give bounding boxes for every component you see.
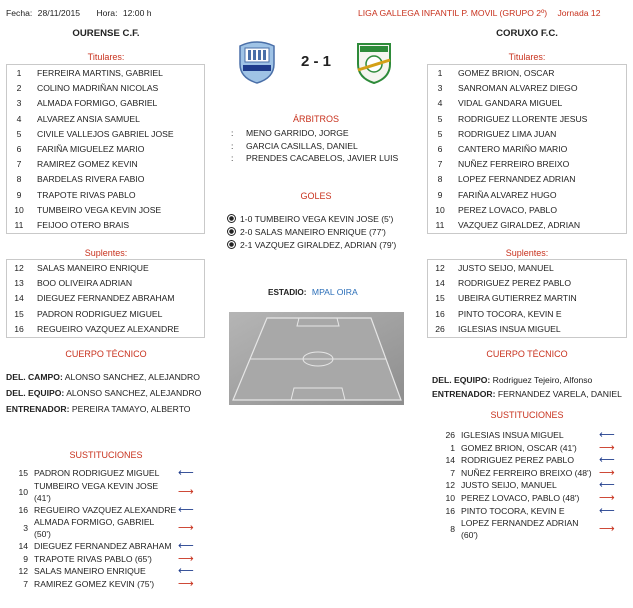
player-number: 10 [435,204,445,215]
player-row[interactable] [428,127,626,142]
date-value: 28/11/2015 [37,8,81,18]
player-name[interactable]: VAZQUEZ GIRALDEZ, ADRIAN [458,219,581,230]
player-name[interactable] [34,553,152,565]
player-name[interactable]: CIVILE VALLEJOS GABRIEL JOSE [37,128,174,139]
arrow-left-icon: ⟵ [599,454,615,467]
player-row[interactable] [7,203,204,218]
substitution-row [433,454,623,467]
player-name[interactable] [461,454,574,466]
player-number: 16 [14,323,24,334]
substitution-row [0,504,200,517]
player-number: 7 [16,159,22,170]
arrow-left-icon: ⟵ [178,503,194,516]
staff-name: Rodriguez Tejeiro, Alfonso [492,375,593,385]
away-crest-icon[interactable] [352,38,396,84]
goal-row [227,213,417,226]
player-name-text: DIEGUEZ FERNANDEZ ABRAHAM [34,541,172,552]
player-row[interactable] [428,218,626,233]
player-row[interactable] [428,81,626,96]
player-row[interactable] [7,261,204,276]
player-row[interactable] [428,291,626,306]
arrow-right-icon: ⟶ [178,522,194,535]
player-number: 4 [437,98,443,109]
sub-minute: (50') [34,529,51,540]
player-name[interactable]: ALMADA FORMIGO, GABRIEL [37,98,158,109]
player-name-text: SALAS MANEIRO ENRIQUE [34,566,146,577]
arrow-right-icon: ⟶ [178,552,194,565]
player-row[interactable] [7,81,204,96]
player-name-text: PADRON RODRIGUEZ MIGUEL [34,468,160,478]
player-name-text: TUMBEIRO VEGA KEVIN JOSE [34,480,159,491]
arrow-left-icon: ⟵ [178,565,194,578]
substitution-row [433,467,623,480]
player-row[interactable] [428,188,626,203]
player-name[interactable]: PADRON RODRIGUEZ MIGUEL [37,308,163,319]
player-number: 16 [445,505,455,516]
football-icon [227,214,236,223]
player-number: 10 [14,204,24,215]
referee-name: MENO GARRIDO, JORGE [246,128,349,138]
staff-role: DEL. CAMPO: [6,372,63,382]
player-number: 14 [435,278,445,289]
staff-role: ENTRENADOR: [6,404,70,414]
player-name[interactable]: SANROMAN ALVAREZ DIEGO [458,83,578,94]
player-name[interactable]: NUÑEZ FERREIRO BREIXO [458,159,570,170]
referee-name: GARCIA CASILLAS, DANIEL [246,140,358,151]
referees-title: ÁRBITROS [292,114,339,124]
away-starters-list [427,64,627,234]
away-staff-title: CUERPO TÉCNICO [486,349,568,359]
player-name[interactable]: FEIJOO OTERO BRAIS [37,219,130,230]
bullet-colon: : [231,128,234,138]
player-name[interactable]: BARDELAS RIVERA FABIO [37,174,145,185]
time-label: Hora: [96,8,118,18]
player-number: 4 [16,113,22,124]
referee-row [231,140,411,153]
player-number: 15 [18,468,28,478]
substitution-row [433,517,623,541]
date-label: Fecha: [6,8,33,18]
player-number: 12 [445,480,455,491]
home-team-name[interactable]: OURENSE C.F. [72,28,140,39]
goal-text: 1-0 TUMBEIRO VEGA KEVIN JOSE (5') [240,214,394,224]
player-row[interactable] [428,276,626,291]
player-name[interactable]: VIDAL GANDARA MIGUEL [458,98,563,109]
player-row[interactable] [428,307,626,322]
player-number: 5 [437,128,443,139]
staff-member [432,387,632,401]
player-number: 1 [450,442,455,453]
player-name[interactable]: GOMEZ BRION, OSCAR [458,68,555,78]
player-name[interactable]: TRAPOTE RIVAS PABLO [37,189,136,200]
substitution-row [0,578,200,591]
arrow-right-icon: ⟶ [599,491,615,504]
player-number: 3 [437,83,443,94]
player-row[interactable] [7,157,204,172]
player-row[interactable] [428,112,626,127]
player-name[interactable]: BOO OLIVEIRA ADRIAN [37,278,133,289]
player-number: 8 [437,174,443,185]
goal-row [227,226,417,239]
player-number: 7 [437,159,443,170]
home-staff [6,372,206,420]
player-name[interactable]: UBEIRA GUTIERREZ MARTIN [458,293,577,304]
player-name[interactable]: IGLESIAS INSUA MIGUEL [458,323,561,334]
player-number: 15 [14,308,24,319]
player-number: 10 [445,492,455,503]
player-name-text: PINTO TOCORA, KEVIN E [461,505,565,516]
sub-minute: (41') [34,492,51,503]
staff-member [432,373,632,387]
player-number: 16 [18,504,28,515]
player-name[interactable]: FARIÑA ALVAREZ HUGO [458,189,557,200]
player-number: 10 [18,486,28,497]
player-name[interactable]: REGUEIRO VAZQUEZ ALEXANDRE [37,323,180,334]
bullet-colon: : [231,153,234,163]
substitution-row [0,540,200,553]
stadium-label: ESTADIO: [268,288,307,297]
player-number: 1 [16,68,22,78]
goal-row [227,239,417,252]
player-number: 3 [16,98,22,109]
player-name-text: RODRIGUEZ PEREZ PABLO [461,455,575,466]
player-name[interactable]: PINTO TOCORA, KEVIN E [458,308,562,319]
sub-minute: (60') [461,530,478,541]
player-number: 1 [437,68,443,78]
player-name-text: RAMIREZ GOMEZ KEVIN (75') [34,578,155,589]
arrow-left-icon: ⟵ [178,540,194,553]
away-team-name[interactable]: CORUXO F.C. [496,28,558,39]
staff-name: PEREIRA TAMAYO, ALBERTO [71,404,191,414]
player-number: 6 [437,143,443,154]
arrow-right-icon: ⟶ [599,466,615,479]
player-row[interactable] [7,66,204,81]
substitution-row [433,429,623,442]
arrow-right-icon: ⟶ [178,577,194,590]
player-name[interactable]: ALVAREZ ANSIA SAMUEL [37,113,140,124]
substitution-row [0,553,200,566]
player-name[interactable] [34,540,172,552]
player-name[interactable]: TUMBEIRO VEGA KEVIN JOSE [37,204,162,215]
player-name[interactable]: RAMIREZ GOMEZ KEVIN [37,159,138,170]
player-row[interactable] [7,172,204,187]
player-name[interactable]: SALAS MANEIRO ENRIQUE [37,263,149,273]
player-row[interactable] [7,127,204,142]
player-row[interactable] [428,203,626,218]
player-name[interactable]: FERREIRA MARTINS, GABRIEL [37,68,163,78]
staff-role: DEL. EQUIPO: [6,388,65,398]
goals-title: GOLES [300,191,332,201]
player-row[interactable] [428,142,626,157]
player-number: 9 [23,553,28,564]
home-substitutions [0,467,200,591]
player-name-text: REGUEIRO VAZQUEZ ALEXANDRE [34,504,177,515]
home-crest-icon[interactable] [237,38,277,84]
player-number: 14 [18,541,28,552]
player-row[interactable] [428,96,626,111]
player-number: 5 [437,113,443,124]
player-name-text: NUÑEZ FERREIRO BREIXO (48') [461,467,592,478]
player-name[interactable] [461,467,592,479]
referee-row [231,127,411,140]
staff-member [6,372,206,383]
matchday: Jornada 12 [557,8,601,18]
player-number: 2 [16,83,22,94]
substitution-row [433,505,623,518]
player-number: 5 [16,128,22,139]
player-name[interactable] [461,517,578,541]
player-row[interactable] [7,276,204,291]
player-name[interactable] [34,565,146,577]
substitution-row [0,565,200,578]
referee-name: PRENDES CACABELOS, JAVIER LUIS [246,153,399,163]
home-starters-title: Titulares: [87,52,125,62]
player-row[interactable] [7,307,204,322]
player-name[interactable] [34,467,159,479]
player-number: 7 [450,467,455,478]
away-subs-title: Suplentes: [505,248,549,258]
player-name[interactable]: COLINO MADRIÑAN NICOLAS [37,83,159,94]
referee-row [231,152,411,165]
arrow-right-icon: ⟶ [599,523,615,536]
staff-name: FERNANDEZ VARELA, DANIEL [497,389,622,399]
substitution-row [0,467,200,480]
away-staff [432,373,632,401]
player-row[interactable] [7,218,204,233]
player-name-text: JUSTO SEIJO, MANUEL [461,480,557,491]
player-name[interactable] [461,429,564,441]
arrow-right-icon: ⟶ [599,441,615,454]
referees-list [231,127,411,165]
player-number: 12 [14,263,24,273]
player-number: 13 [14,278,24,289]
player-row[interactable] [7,188,204,203]
player-number: 26 [445,430,455,440]
arrow-left-icon: ⟵ [599,479,615,492]
player-row[interactable] [428,172,626,187]
player-row[interactable] [7,291,204,306]
staff-role: ENTRENADOR: [432,389,496,399]
player-name-text: IGLESIAS INSUA MIGUEL [461,430,564,440]
player-name-text: TRAPOTE RIVAS PABLO (65') [34,553,152,564]
match-score: 2 - 1 [300,53,331,70]
goals-list [227,213,417,252]
player-name[interactable] [34,480,158,504]
player-row[interactable] [7,112,204,127]
player-name-text: GOMEZ BRION, OSCAR (41') [461,442,577,453]
player-name[interactable]: RODRIGUEZ LIMA JUAN [458,128,557,139]
away-starters-title: Titulares: [508,52,546,62]
player-name[interactable] [461,505,565,517]
football-icon [227,227,236,236]
player-number: 9 [437,189,443,200]
player-number: 8 [450,524,455,535]
arrow-left-icon: ⟵ [599,504,615,517]
bullet-colon: : [231,140,234,151]
substitution-row [0,516,200,540]
player-number: 14 [14,293,24,304]
player-name[interactable]: FARIÑA MIGUELEZ MARIO [37,143,145,154]
player-number: 11 [14,219,24,230]
arrow-left-icon: ⟵ [178,467,194,479]
player-number: 12 [18,566,28,577]
stadium-info [268,287,358,297]
player-number: 9 [16,189,22,200]
player-number: 16 [435,308,445,319]
league-name: LIGA GALLEGA INFANTIL P. MOVIL (GRUPO 2º) [358,8,548,18]
player-name-text: ALMADA FORMIGO, GABRIEL [34,517,155,528]
substitution-row [433,442,623,455]
player-number: 6 [16,143,22,154]
player-name[interactable] [34,516,154,540]
player-name-text: LOPEZ FERNANDEZ ADRIAN [461,518,579,529]
football-icon [227,240,236,249]
player-name[interactable]: PEREZ LOVACO, PABLO [458,204,558,215]
player-number: 15 [435,293,445,304]
player-name[interactable] [461,492,579,504]
player-name-text: PEREZ LOVACO, PABLO (48') [461,492,580,503]
home-starters-list [6,64,205,234]
staff-member [6,388,206,399]
player-name[interactable]: RODRIGUEZ LLORENTE JESUS [458,113,588,124]
substitution-row [433,492,623,505]
home-subst-title: SUSTITUCIONES [69,450,143,460]
player-number: 12 [435,263,445,273]
player-row[interactable] [428,66,626,81]
substitution-row [0,480,200,504]
player-name[interactable] [34,504,176,516]
match-date [6,8,152,18]
player-number: 7 [23,578,28,589]
player-name[interactable] [461,442,577,454]
substitution-row [433,479,623,492]
arrow-left-icon: ⟵ [599,429,615,441]
staff-name: ALONSO SANCHEZ, ALEJANDRO [64,372,200,382]
player-number: 8 [16,174,22,185]
player-name[interactable]: CANTERO MARIÑO MARIO [458,143,568,154]
league-info [358,8,600,18]
player-name[interactable]: RODRIGUEZ PEREZ PABLO [458,278,572,289]
player-name[interactable] [461,479,557,491]
player-number: 14 [445,455,455,466]
away-subst-title: SUSTITUCIONES [490,410,564,420]
staff-role: DEL. EQUIPO: [432,375,491,385]
player-row[interactable] [428,322,626,337]
arrow-right-icon: ⟶ [178,485,194,498]
player-name[interactable]: DIEGUEZ FERNANDEZ ABRAHAM [37,293,175,304]
player-name[interactable] [34,578,154,590]
player-row[interactable] [7,96,204,111]
staff-member [6,404,206,415]
goal-text: 2-0 SALAS MANEIRO ENRIQUE (77') [240,227,386,237]
player-number: 11 [435,219,445,230]
player-row[interactable] [7,322,204,337]
player-row[interactable] [428,157,626,172]
home-staff-title: CUERPO TÉCNICO [65,349,147,359]
player-name[interactable]: JUSTO SEIJO, MANUEL [458,263,554,273]
away-substitutions [433,429,623,541]
player-number: 26 [435,323,445,334]
staff-name: ALONSO SANCHEZ, ALEJANDRO [66,388,202,398]
player-name[interactable]: LOPEZ FERNANDEZ ADRIAN [458,174,576,185]
home-subs-list [6,259,205,338]
stadium-link[interactable]: MPAL OIRA [311,287,358,297]
player-number: 3 [23,523,28,534]
goal-text: 2-1 VAZQUEZ GIRALDEZ, ADRIAN (79') [240,240,397,250]
away-subs-list [427,259,627,338]
home-subs-title: Suplentes: [84,248,128,258]
time-value: 12:00 h [122,8,152,18]
player-row[interactable] [428,261,626,276]
pitch-image [229,312,404,405]
player-row[interactable] [7,142,204,157]
